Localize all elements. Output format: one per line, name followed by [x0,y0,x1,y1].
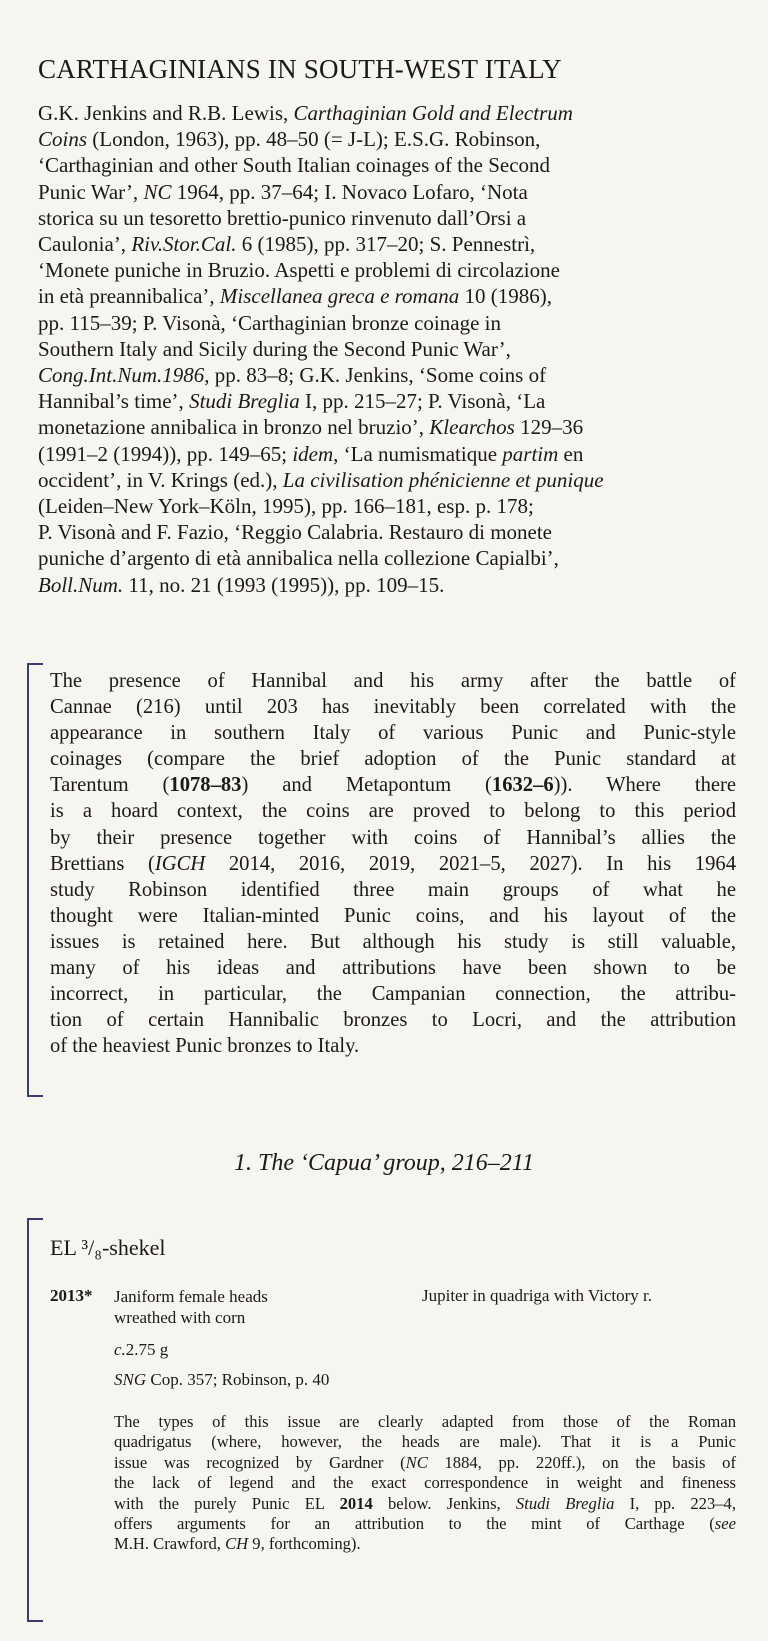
weight: c.2.75 g [114,1340,169,1359]
bibliography-line: Coins (London, 1963), pp. 48–50 (= J-L); E.S.G. Robinson, [38,127,541,152]
bracket-entry [27,1218,43,1622]
intro-line: of the heaviest Punic bronzes to Italy. [50,1035,360,1058]
bibliography-line: ‘Carthaginian and other South Italian coinages of the Second [38,153,551,178]
bibliography-line: Punic War’, NC 1964, pp. 37–64; I. Novaco Lofaro, ‘Nota [38,179,528,204]
bibliography-line: occident’, in V. Krings (ed.), La civilisation phénicienne et punique [38,467,604,492]
intro-line: Cannae (216) until 203 has inevitably been correlated with the [50,696,736,719]
bibliography-line: (1991–2 (1994)), pp. 149–65; idem, ‘La numismatique partim en [38,441,584,466]
bibliography-line: Southern Italy and Sicily during the Second Punic War’, [38,336,511,361]
denomination: EL ³/₈-shekel [50,1235,166,1260]
bibliography-line: Caulonia’, Riv.Stor.Cal. 6 (1985), pp. 317–20; S. Pennestrì, [38,232,536,257]
references: SNG Cop. 357; Robinson, p. 40 [114,1370,330,1389]
bibliography-line: P. Visonà and F. Fazio, ‘Reggio Calabria. Restauro di monete [38,520,553,545]
bibliography-line: Hannibal’s time’, Studi Breglia I, pp. 215–27; P. Visonà, ‘La [38,389,546,414]
intro-line: thought were Italian-minted Punic coins, and his layout of the [50,904,736,927]
group-title: 1. The ‘Capua’ group, 216–211 [234,1150,534,1176]
commentary [114,1412,736,1555]
obverse-description: Janiform female heads wreathed with corn [114,1287,268,1327]
bibliography [38,100,738,598]
commentary-line: The types of this issue are clearly adapted from those of the Roman [114,1412,736,1431]
commentary-line: the lack of legend and the exact correspondence in weight and fineness [114,1473,736,1493]
bibliography-line: Boll.Num. 11, no. 21 (1993 (1995)), pp. 109–15. [38,572,445,597]
intro-line: study Robinson identified three main groups of what he [50,878,736,901]
bibliography-line: puniche d’argento di età annibalica nella collezione Capialbi’, [38,546,559,571]
intro-line: by their presence together with coins of Hannibal’s allies the [50,826,736,849]
intro-line: The presence of Hannibal and his army after the battle of [50,670,736,692]
bibliography-line: monetazione annibalica in bronzo nel bruzio’, Klearchos 129–36 [38,415,584,440]
bibliography-line: Cong.Int.Num.1986, pp. 83–8; G.K. Jenkins, ‘Some coins of [38,363,547,388]
bibliography-line: in età preannibalica’, Miscellanea greca e romana 10 (1986), [38,284,552,309]
bibliography-line: ‘Monete puniche in Bruzio. Aspetti e problemi di circolazione [38,258,560,283]
intro-line: coinages (compare the brief adoption of the Punic standard at [50,748,736,771]
intro-line: is a hoard context, the coins are proved to belong to this period [50,800,736,823]
bibliography-line: storica su un tesoretto brettio-punico rinvenuto dall’Orsi a [38,205,527,230]
entry-number: 2013* [50,1286,93,1305]
commentary-line: issue was recognized by Gardner (NC 1884, pp. 220ff.), on the basis of [114,1452,736,1472]
intro-line: incorrect, in particular, the Campanian connection, the attribu- [50,983,736,1006]
intro-line: appearance in southern Italy of various Punic and Punic-style [50,722,736,745]
commentary-line: offers arguments for an attribution to the mint of Carthage (see [114,1514,736,1534]
reverse-description: Jupiter in quadriga with Victory r. [422,1286,653,1305]
intro-line: many of his ideas and attributions have been shown to be [50,957,736,980]
intro-line: issues is retained here. But although his study is still valuable, [50,930,736,953]
bibliography-line: (Leiden–New York–Köln, 1995), pp. 166–181, esp. p. 178; [38,494,534,519]
bibliography-line: G.K. Jenkins and R.B. Lewis, Carthaginian Gold and Electrum [38,101,573,125]
commentary-line: quadrigatus (where, however, the heads are male). That it is a Punic [114,1432,736,1452]
section-heading: CARTHAGINIANS IN SOUTH-WEST ITALY [38,54,562,84]
intro-paragraph [50,668,736,1059]
commentary-line: M.H. Crawford, CH 9, forthcoming). [114,1534,361,1554]
intro-line: tion of certain Hannibalic bronzes to Locri, and the attribution [50,1009,736,1032]
intro-line: Tarentum (1078–83) and Metapontum (1632–6)). Where there [50,774,737,797]
intro-line: Brettians (IGCH 2014, 2016, 2019, 2021–5, 2027). In his 1964 [50,852,736,875]
commentary-line: with the purely Punic EL 2014 below. Jenkins, Studi Breglia I, pp. 223–4, [114,1493,736,1513]
bracket-intro [27,663,43,1097]
bibliography-line: pp. 115–39; P. Visonà, ‘Carthaginian bronze coinage in [38,310,501,335]
